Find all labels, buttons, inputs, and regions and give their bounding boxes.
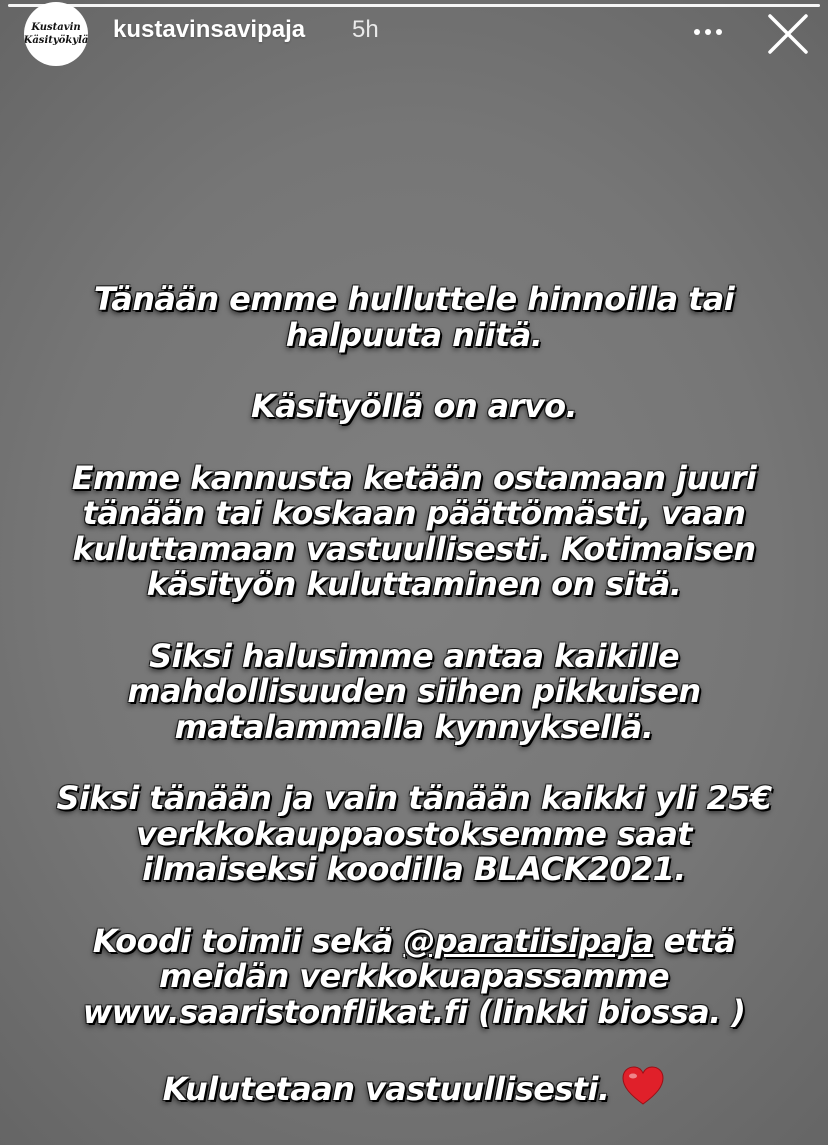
- avatar-logo-line1: Kustavin: [31, 22, 81, 33]
- more-options-button[interactable]: [686, 12, 730, 52]
- story-paragraph-5: [20, 781, 808, 888]
- story-line: Käsityöllä on arvo.: [250, 387, 578, 425]
- story-paragraph-1: [20, 282, 808, 353]
- avatar[interactable]: [24, 2, 88, 66]
- more-horizontal-icon-dot: [716, 29, 722, 35]
- story-line: Emme kannusta ketään ostamaan juuri: [71, 458, 757, 497]
- close-x-icon: [764, 10, 812, 58]
- story-header: [0, 0, 828, 70]
- story-line: verkkokauppaostoksemme saat: [135, 814, 693, 853]
- story-text: [20, 282, 808, 1144]
- story-line: [20, 1066, 808, 1108]
- story-line: käsityön kuluttaminen on sitä.: [146, 565, 682, 603]
- story-line: Siksi tänään ja vain tänään kaikki yli 25€: [56, 779, 772, 817]
- story-line: Siksi halusimme antaa kaikille: [149, 636, 679, 675]
- story-line: matalammalla kynnyksellä.: [174, 707, 654, 746]
- close-button[interactable]: [764, 10, 812, 58]
- avatar-logo-line2: Käsityökylä: [24, 35, 88, 46]
- story-paragraph-2: [20, 389, 808, 425]
- story-line: halpuuta niitä.: [285, 315, 543, 354]
- story-line: ilmaiseksi koodilla BLACK2021.: [142, 850, 686, 888]
- story-text-segment: Kulutetaan vastuullisesti.: [162, 1070, 610, 1108]
- story-line: Tänään emme hulluttele hinnoilla tai: [93, 280, 735, 318]
- story-line: mahdollisuuden siihen pikkuisen: [127, 672, 701, 710]
- story-line: kuluttamaan vastuullisesti. Kotimaisen: [72, 529, 756, 568]
- story-text-segment: että: [653, 921, 736, 960]
- red-heart-icon: [621, 1066, 665, 1106]
- story-text-segment: Koodi toimii sekä: [92, 921, 404, 960]
- mention-link[interactable]: @paratiisipaja: [403, 921, 654, 960]
- story-line: tänään tai koskaan päättömästi, vaan: [82, 494, 746, 532]
- username[interactable]: kustavinsavipaja: [113, 16, 306, 43]
- story-paragraph-6: [20, 921, 808, 1031]
- more-horizontal-icon: [694, 29, 700, 35]
- story-paragraph-4: [20, 636, 808, 746]
- story-line: www.saaristonflikat.fi (linkki biossa. ): [82, 992, 746, 1031]
- story-line: [20, 921, 808, 960]
- story-paragraph-3: [20, 458, 808, 603]
- more-horizontal-icon-dot: [705, 29, 711, 35]
- timestamp: 5h: [352, 16, 379, 43]
- story-line: meidän verkkokuapassamme: [158, 957, 670, 995]
- story-paragraph-7: [20, 1066, 808, 1108]
